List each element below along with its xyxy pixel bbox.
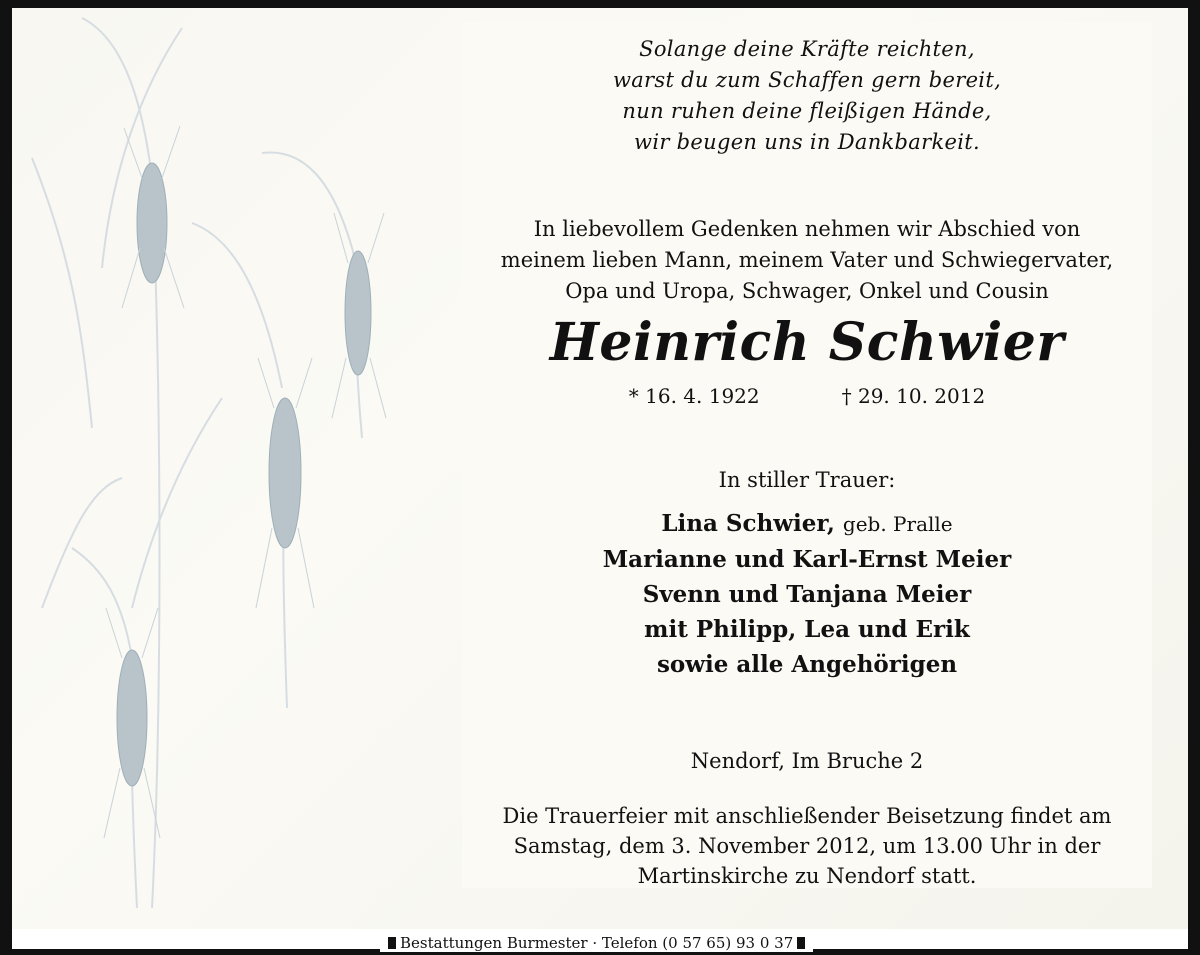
square-bullet-icon — [388, 937, 396, 949]
poem-line: Solange deine Kräfte reichten, — [639, 37, 975, 61]
mourner-primary-name: Lina Schwier, — [661, 510, 835, 537]
mourner-line: Svenn und Tanjana Meier — [642, 581, 972, 608]
poem-line: nun ruhen deine fleißigen Hände, — [622, 99, 992, 123]
deceased-name: Heinrich Schwier — [549, 312, 1065, 373]
mourner-primary-nee: geb. Pralle — [842, 512, 953, 536]
wheat-ear-4 — [117, 650, 147, 786]
wheat-ear-1 — [137, 163, 167, 283]
undertaker-footer — [380, 934, 813, 952]
frame-right-border — [1188, 0, 1200, 955]
farewell-intro — [462, 214, 1152, 307]
poem-line: warst du zum Schaffen gern bereit, — [612, 68, 1002, 92]
service-line: Martinskirche zu Nendorf statt. — [637, 864, 977, 888]
wheat-ears-illustration — [12, 8, 482, 929]
wheat-ear-3 — [269, 398, 301, 548]
mourner-line: mit Philipp, Lea und Erik — [644, 616, 970, 643]
undertaker-contact: Bestattungen Burmester · Telefon (0 57 65) 93 0 37 — [400, 934, 794, 952]
mourner-line: Marianne und Karl-Ernst Meier — [602, 546, 1012, 573]
grief-line: In stiller Trauer: — [718, 468, 896, 492]
service-details — [462, 801, 1152, 891]
frame-top-border — [0, 0, 1200, 8]
memorial-poem — [462, 34, 1152, 158]
frame-left-border — [0, 0, 12, 955]
intro-line: meinem lieben Mann, meinem Vater und Schwiegervater, — [500, 248, 1114, 272]
family-address: Nendorf, Im Bruche 2 — [690, 749, 924, 773]
intro-line: In liebevollem Gedenken nehmen wir Abschied von — [533, 217, 1081, 241]
text-panel — [462, 22, 1152, 888]
wheat-ear-2 — [345, 251, 371, 375]
mourner-line: sowie alle Angehörigen — [656, 651, 958, 678]
service-line: Die Trauerfeier mit anschließender Beisetzung findet am — [502, 804, 1112, 828]
service-line: Samstag, dem 3. November 2012, um 13.00 Uhr in der — [513, 834, 1101, 858]
poem-line: wir beugen uns in Dankbarkeit. — [634, 130, 980, 154]
birth-date: * 16. 4. 1922 — [628, 384, 760, 408]
mourners-list — [462, 506, 1152, 682]
intro-line: Opa und Uropa, Schwager, Onkel und Cousin — [565, 279, 1049, 303]
life-dates — [462, 382, 1152, 410]
death-date: † 29. 10. 2012 — [841, 384, 986, 408]
mourner-primary — [462, 506, 1152, 542]
square-bullet-icon — [797, 937, 805, 949]
